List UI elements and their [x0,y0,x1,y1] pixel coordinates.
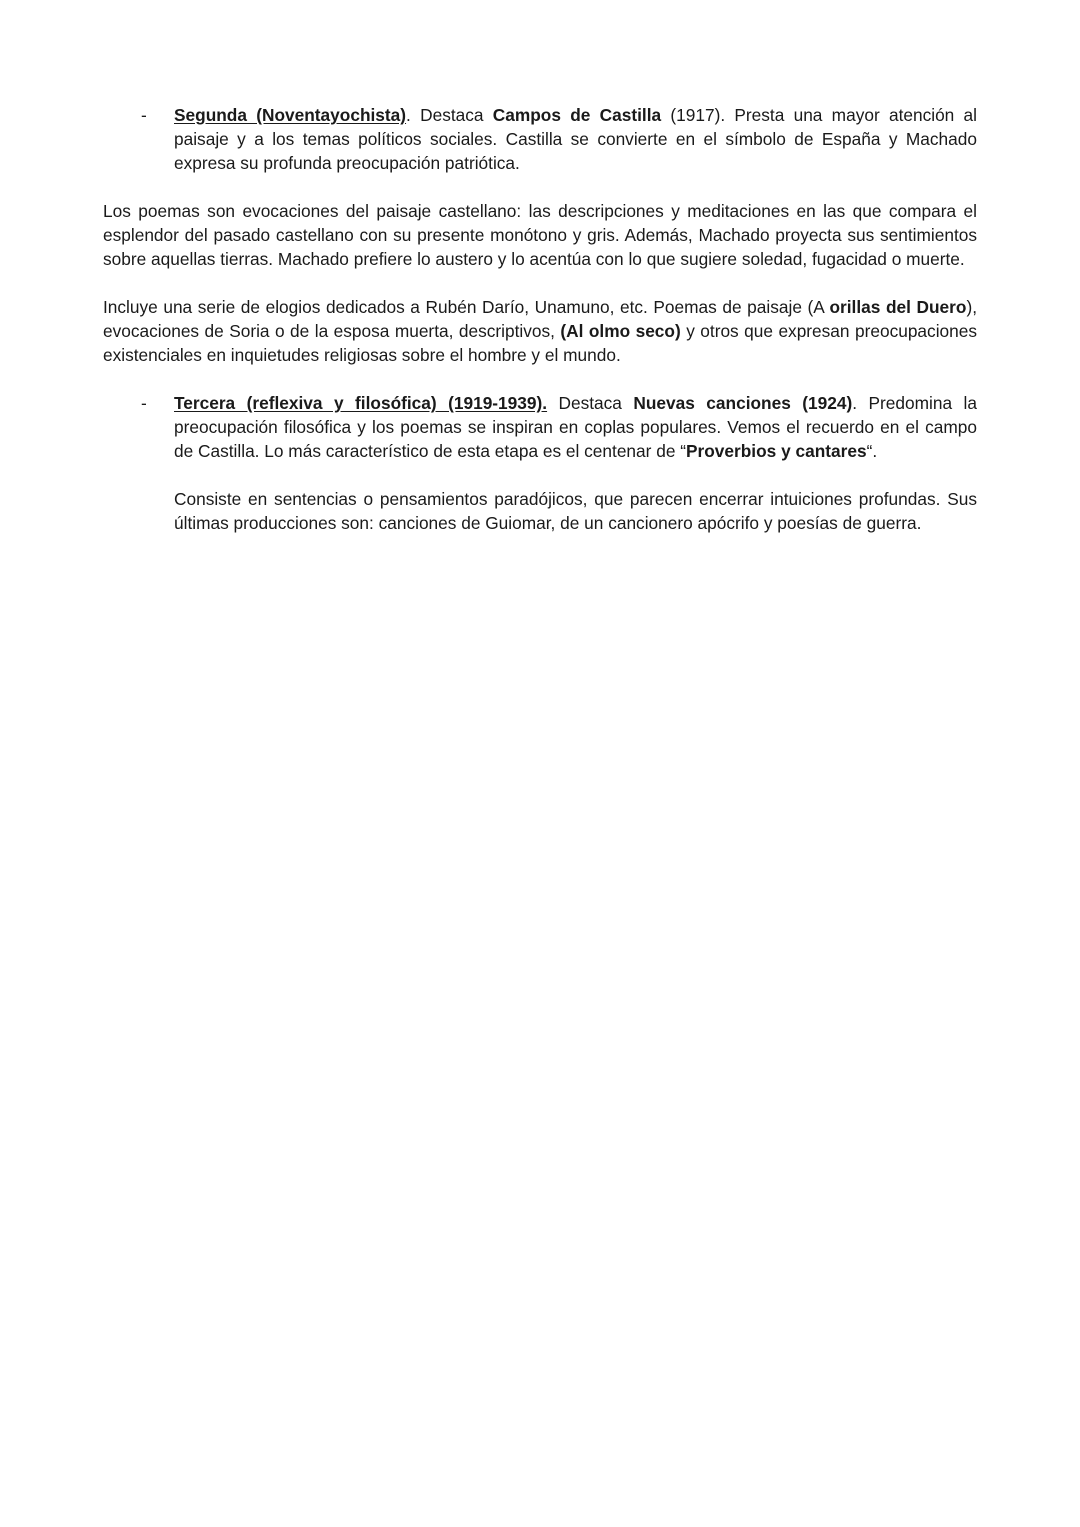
incluye-bold-olmo: (Al olmo seco) [560,321,681,341]
segunda-work-title: Campos de Castilla [492,105,662,125]
document-body [103,103,977,559]
tercera-paragraph-2 [174,487,977,535]
poemas-text: Los poemas son evocaciones del paisaje castellano: las descripciones y meditaciones en las que compara el esplendor del pasado castellano con su presente monótono y gris. Además, Machado proyecta sus sentimientos sobre aquellas tierras. Machado prefiere lo austero y lo acentúa con lo que sugiere soledad, fugacidad o muerte. [103,201,977,269]
segunda-text: (1917). Presta una mayor atención al paisaje y a los temas políticos sociales. Castilla se convierte en el símbolo de España y Machado expresa su profunda preocupación patriótica. [174,105,978,173]
tercera-text-2: “. [866,441,878,461]
list-marker: - [141,393,147,413]
incluye-text-1: Incluye una serie de elogios dedicados a Rubén Darío, Unamuno, etc. Poemas de paisaje (A [103,297,830,317]
incluye-text-2: ), evocaciones de Soria o de la esposa muerta, descriptivos, [103,297,977,341]
segunda-heading: Segunda (Noventayochista) [174,105,407,125]
list-item-segunda [103,103,977,175]
incluye-paragraph [103,295,977,367]
tercera-text-1: . Predomina la preocupación filosófica y los poemas se inspiran en coplas populares. Vemos el recuerdo en el campo de Castilla. Lo más característico de esta etapa es el centenar de “ [174,393,977,461]
segunda-connector: . Destaca [406,105,493,125]
tercera-para2-text: Consiste en sentencias o pensamientos paradójicos, que parecen encerrar intuiciones profundas. Sus últimas producciones son: canciones de Guiomar, de un cancionero apócrifo y poesías de guerra. [174,489,977,533]
tercera-bold-proverbios: Proverbios y cantares [686,441,867,461]
tercera-connector: Destaca [547,393,634,413]
incluye-bold-orillas: orillas del Duero [829,297,967,317]
list-item-tercera [103,391,977,535]
tercera-heading: Tercera (reflexiva y filosófica) (1919-1939). [174,393,548,413]
poemas-paragraph [103,199,977,271]
list-marker: - [141,105,147,125]
incluye-text-3: y otros que expresan preocupaciones existenciales en inquietudes religiosas sobre el hombre y el mundo. [103,321,978,365]
tercera-paragraph [174,391,977,463]
tercera-work-title: Nuevas canciones (1924) [633,393,853,413]
segunda-paragraph [174,103,977,175]
